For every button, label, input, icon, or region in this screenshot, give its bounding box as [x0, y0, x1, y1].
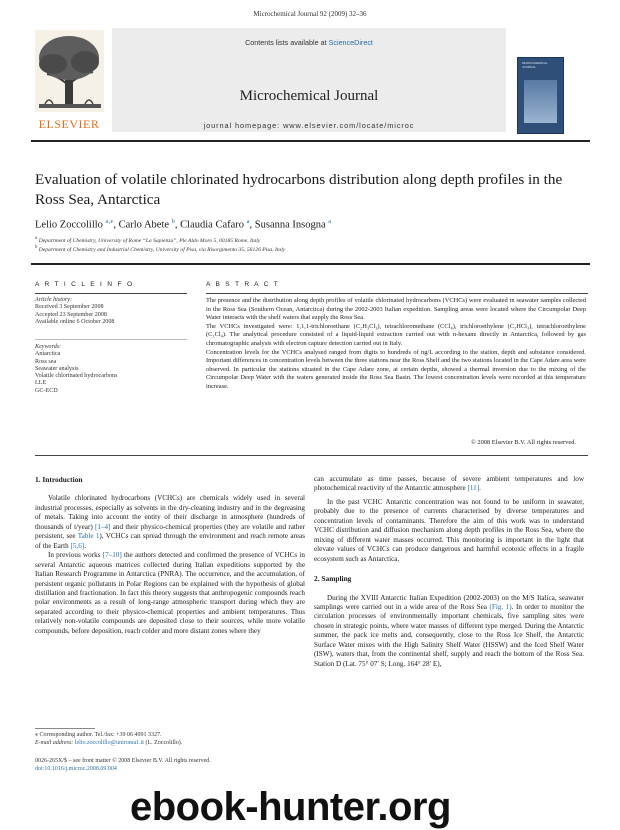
reference-link[interactable]: [5,6]: [70, 541, 85, 550]
article-title: Evaluation of volatile chlorinated hydrocarbons distribution along depth profiles in the Ross Sea, Antarctica: [35, 171, 563, 208]
affiliation-text: Department of Chemistry and Industrial Chemistry, University of Pisa, via Risorgimento 35, 56126 Pisa, Italy: [38, 246, 286, 253]
article-info-heading: A R T I C L E I N F O: [35, 281, 134, 288]
history-item: Received 3 September 2008: [35, 304, 104, 311]
history-label: Article history:: [35, 297, 73, 303]
author-email-link[interactable]: lelio.zoccolillo@uniroma1.it: [74, 739, 144, 746]
section-heading-sampling: 2. Sampling: [314, 574, 352, 584]
elsevier-logo: [31, 24, 108, 134]
front-matter-footer: [35, 758, 211, 773]
elsevier-logo-text: ELSEVIER: [38, 117, 100, 131]
reference-link[interactable]: [1–4]: [94, 522, 111, 531]
abstract-paragraph: Concentration levels for the VCHCs analysed ranged from digits to hundreds of ng/L according to the station, depth and substance considered. Important differences in concentration levels between the three stations near the Ross Shelf and the two stations located in the Cape Adare area were observed. In particular the stations situated in the Cape Adare zone, at certain depths, showed a thermal inversion due to the mixing of the Circumpolar Deep Water with the waters generated inside the Ross Sea Basin. The lowest concentration levels were recorded at this temperature increase.: [206, 348, 586, 390]
sciencedirect-link[interactable]: ScienceDirect: [328, 38, 373, 47]
affiliation-text: Department of Chemistry, University of Rome “La Sapienza”, Ple Aldo Moro 5, 00185 Rome, Italy: [38, 237, 261, 244]
author-name: Claudia Cafaro: [180, 219, 245, 231]
keyword: Volatile chlorinated hydrocarbons: [35, 373, 118, 380]
body-paragraph: During the XVIII Antarctic Italian Expedition (2002-2003) on the M/S Italica, seawater samplings were carried out in a wide area of the Ross Sea (Fig. 1). In order to monitor the circulation processes of environmentally important chemicals, five sampling sites were chosen in strategic points, where water masses of different type merged. During the Antarctic summer, the pack ice melts and, consequently, close to the Ross Ice Shelf, the Antarctic Surface Water mixes with the High Salinity Shelf Water (HSSW) and the Iced Shelf Water (ISW), waters that, from the continental shelf, supply and reach the bottom of the Ross Sea. Station D (Lat. 75° 07′ S; Long. 164° 28′ E),: [314, 593, 584, 668]
left-column: [35, 475, 305, 636]
email-suffix: (L. Zoccolillo).: [145, 739, 183, 746]
abstract-paragraph: The presence and the distribution along depth profiles of volatile chlorinated hydrocarbons (VCHCs) were evaluated in seawater samples collected in the Ross Sea (Southern Ocean, Antarctica) during the 2002-2003 Italian expedition. Sampling areas were located where the Circumpolar Deep Water interacts with the shelf waters that supply the Ross Sea.: [206, 297, 586, 322]
keyword: LLE: [35, 380, 47, 387]
body-paragraph: In previous works [7–10] the authors detected and confirmed the presence of VCHCs in several Antarctic aqueous matrices collected during Italian expeditions supported by the Italian Research Programme in Antarctica (PNRA). The occurrence, and the accumulation, of persistent organic pollutants in Polar Regions can be explained with the hypothesis of global distillation and fractionation. In fact this theory suggests that anthropogenic compounds reach polar environments as a result of long-range atmospheric transport during which they are separated according to their physico-chemical properties and ambient temperatures. Thus relatively non-volatile compounds are deposited close to their sources, while more volatile compounds, before deposition, reach colder and more distant zones where they: [35, 551, 305, 635]
affiliation-mark: b: [35, 245, 38, 250]
body-paragraph: can accumulate as time passes, because of severe ambient temperatures and low photochemical reactivity of the Antarctic atmosphere [11].: [314, 475, 584, 493]
info-rule: [31, 263, 590, 265]
article-info-rule: [35, 293, 187, 294]
contents-prefix: Contents lists available at: [245, 38, 327, 47]
body-paragraph: In the past VCHC Antarctic concentration was not found to be uniform in seawater, probably due to the presence of currents characterised by diverse temperatures and concentration levels of contaminants. Therefore the aim of this work was to understand VCHC distribution and diffusion mechanism along depth profiles in the Ross Sea, where the mixing of different water masses occurred. This monitoring is important in the light that elevate values of VCHCs can produce dangerous and harmful ecotoxic effects in a fragile ecosystem such as Antarctica.: [314, 497, 584, 563]
author-affiliation-mark[interactable]: a: [246, 218, 250, 225]
author-list: Lelio Zoccolillo $^{a,⁎}$, Carlo Abete $^b$, Claudia Cafaro $^a$, Susanna Insogna $^a$: [35, 218, 332, 231]
abstract-heading: A B S T R A C T: [206, 281, 280, 288]
keyword: Seawater analysis: [35, 365, 79, 372]
cover-title: MICROCHEMICAL JOURNAL: [522, 61, 548, 69]
copyright-notice: © 2008 Elsevier B.V. All rights reserved.: [470, 439, 576, 446]
author-name: Susanna Insogna: [254, 219, 326, 231]
table-link[interactable]: Table 1: [77, 532, 100, 541]
author-affiliation-mark[interactable]: a,⁎: [105, 218, 114, 225]
affiliation-b: [35, 245, 285, 253]
author-affiliation-mark[interactable]: b: [171, 218, 175, 225]
body-paragraph: Volatile chlorinated hydrocarbons (VCHCs) are chemicals widely used in several industrial processes, especially as solvents in the dry-cleaning industry and in the degreasing of metals. Taking into account the entity of their discharge in atmosphere (hundreds of thousands of t/year) [1–4] and their physico-chemical properties (they are volatile and rather persistent, see Table 1), VCHCs can spread through the environment and reach remote areas of the Earth [5,6].: [35, 494, 306, 550]
body-rule: [35, 455, 588, 456]
author-affiliation-mark[interactable]: a: [328, 218, 332, 225]
history-item: Available online 6 October 2008: [35, 318, 115, 325]
keywords-divider: [35, 339, 187, 340]
journal-title: Microchemical Journal: [239, 88, 379, 104]
abstract-text: [206, 297, 586, 392]
affiliation-a: [35, 236, 260, 244]
watermark-text: ebook-hunter.org: [130, 785, 451, 829]
journal-citation: Microchemical Journal 92 (2009) 32–36: [253, 10, 367, 18]
email-label: E-mail address:: [35, 739, 74, 746]
footnote-rule: [35, 728, 95, 729]
abstract-paragraph: The VCHCs investigated were: 1,1,1-trichloroethane (C₂H₃Cl₃), tetrachloromethane (CCl₄), trichloroethylene (C₂HCl₃), tetrachloroethylene (C₂Cl₄). The analytical procedure consisted of a liquid-liquid extraction carried out with n-hexane directly in Antarctica, followed by gas chromatographic analysis with electron capture detection carried out in Italy.: [206, 322, 586, 347]
keyword: GC-ECD: [35, 387, 58, 394]
author-name: Lelio Zoccolillo: [35, 219, 103, 231]
affiliation-mark: a: [35, 236, 38, 241]
reference-link[interactable]: [7–10]: [102, 551, 122, 560]
corresponding-author-footnote: [35, 732, 305, 747]
journal-cover-image: [517, 57, 564, 134]
keyword: Antarctica: [35, 351, 61, 358]
journal-homepage[interactable]: journal homepage: www.elsevier.com/locate/microc: [203, 121, 415, 130]
contents-line: [112, 38, 506, 47]
history-item: Accepted 23 September 2008: [35, 311, 107, 318]
issn-line: 0026-265X/$ – see front matter © 2008 Elsevier B.V. All rights reserved.: [35, 758, 211, 764]
footnote-contact: ⁎ Corresponding author. Tel./fax: +39 06 4991 3327.: [35, 732, 162, 738]
author-name: Carlo Abete: [118, 219, 170, 231]
doi-link[interactable]: doi:10.1016/j.microc.2008.09.004: [35, 765, 117, 772]
reference-link[interactable]: [11]: [467, 484, 480, 493]
cover-illustration: [524, 80, 557, 123]
section-heading-introduction: 1. Introduction: [35, 475, 83, 484]
article-history: [35, 297, 185, 326]
keywords: [35, 344, 185, 395]
keyword: Ross sea: [35, 358, 57, 365]
keywords-label: Keywords:: [35, 344, 62, 350]
header-rule: [31, 140, 590, 142]
figure-link[interactable]: (Fig. 1): [489, 602, 512, 611]
right-column: [314, 475, 584, 669]
abstract-rule: [206, 293, 588, 294]
